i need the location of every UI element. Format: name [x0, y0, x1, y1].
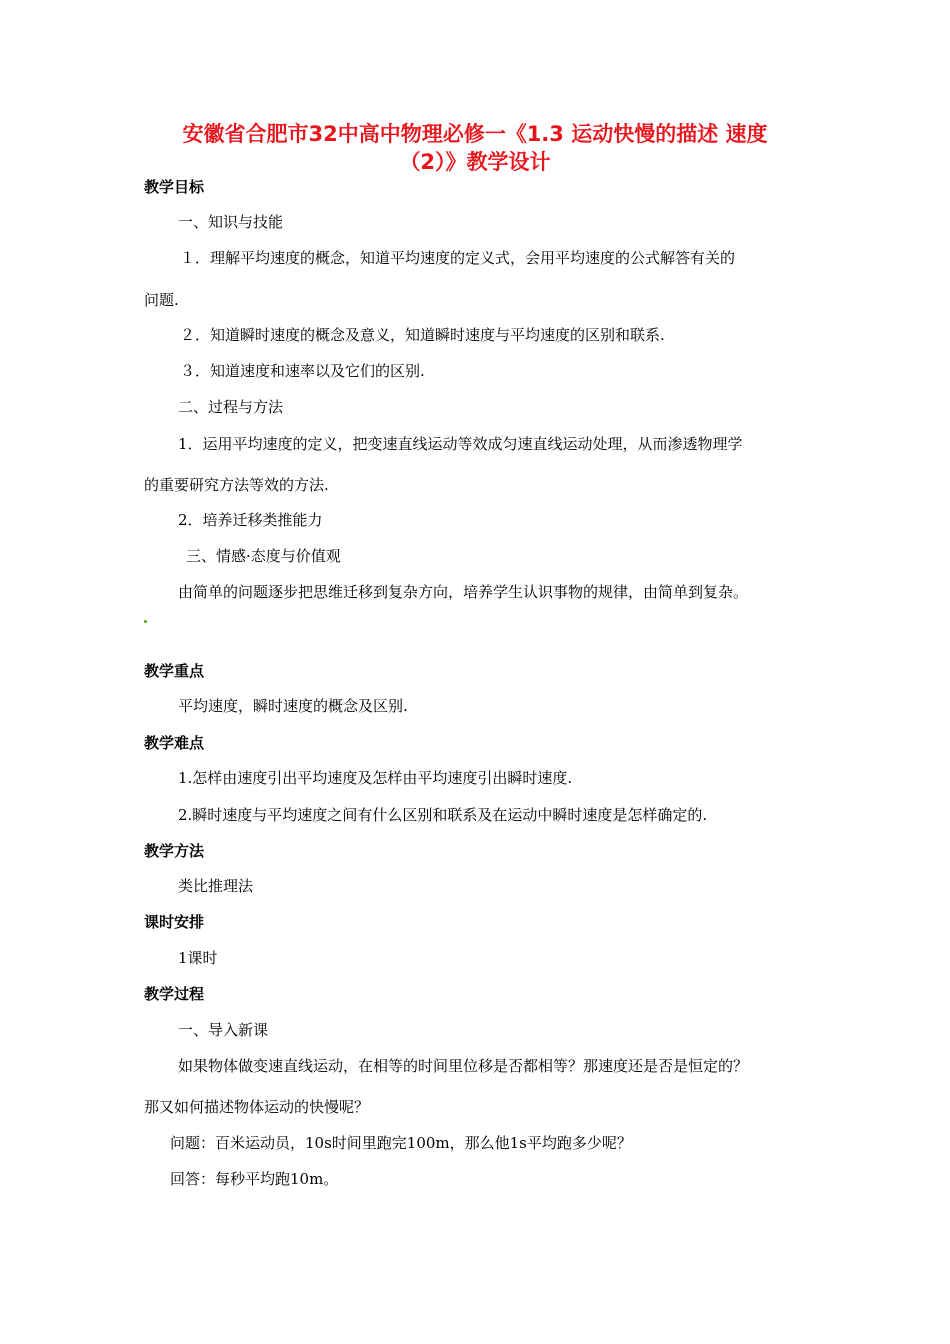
process-section-1-title: 一、导入新课: [178, 1021, 269, 1039]
schedule-text: 1课时: [178, 949, 218, 967]
process-intro-line-b: 那又如何描述物体运动的快慢呢？: [144, 1098, 370, 1116]
heading-teaching-key-points: 教学重点: [144, 662, 205, 680]
goals-process-item-1-line-a: 1．运用平均速度的定义，把变速直线运动等效成匀速直线运动处理，从而渗透物理学: [178, 435, 743, 453]
document-title-line-1: 安徽省合肥市32中高中物理必修一《1.3 运动快慢的描述 速度: [182, 122, 768, 146]
heading-teaching-goals: 教学目标: [144, 178, 205, 196]
process-intro-line-a: 如果物体做变速直线运动，在相等的时间里位移是否都相等？那速度还是否是恒定的？: [178, 1057, 749, 1075]
goals-item-1-line-b: 问题.: [144, 291, 179, 309]
key-points-text: 平均速度，瞬时速度的概念及区别.: [178, 697, 408, 715]
goals-section-3-text: 由简单的问题逐步把思维迁移到复杂方向，培养学生认识事物的规律，由简单到复杂。: [178, 583, 749, 601]
method-text: 类比推理法: [178, 877, 254, 895]
goals-section-1-title: 一、知识与技能: [178, 213, 284, 231]
answer-text: 回答：每秒平均跑10m。: [170, 1170, 339, 1188]
goals-section-2-title: 二、过程与方法: [178, 398, 284, 416]
margin-mark: [144, 620, 147, 623]
difficulty-item-1: 1.怎样由速度引出平均速度及怎样由平均速度引出瞬时速度.: [178, 769, 573, 787]
heading-teaching-method: 教学方法: [144, 842, 205, 860]
goals-item-1-line-a: １．理解平均速度的概念，知道平均速度的定义式，会用平均速度的公式解答有关的: [180, 249, 736, 267]
goals-item-3: ３．知道速度和速率以及它们的区别.: [180, 362, 425, 380]
document-title-line-2: （2）》教学设计: [399, 150, 551, 174]
difficulty-item-2: 2.瞬时速度与平均速度之间有什么区别和联系及在运动中瞬时速度是怎样确定的.: [178, 806, 708, 824]
heading-class-schedule: 课时安排: [144, 913, 205, 931]
goals-process-item-1-line-b: 的重要研究方法等效的方法.: [144, 476, 329, 494]
heading-teaching-process: 教学过程: [144, 985, 205, 1003]
goals-item-2: ２．知道瞬时速度的概念及意义，知道瞬时速度与平均速度的区别和联系.: [180, 326, 665, 344]
question-text: 问题：百米运动员，10s时间里跑完100m，那么他1s平均跑多少呢？: [170, 1134, 632, 1152]
goals-section-3-title: 三、情感·态度与价值观: [186, 547, 341, 565]
goals-process-item-2: 2．培养迁移类推能力: [178, 511, 323, 529]
heading-teaching-difficulties: 教学难点: [144, 734, 205, 752]
